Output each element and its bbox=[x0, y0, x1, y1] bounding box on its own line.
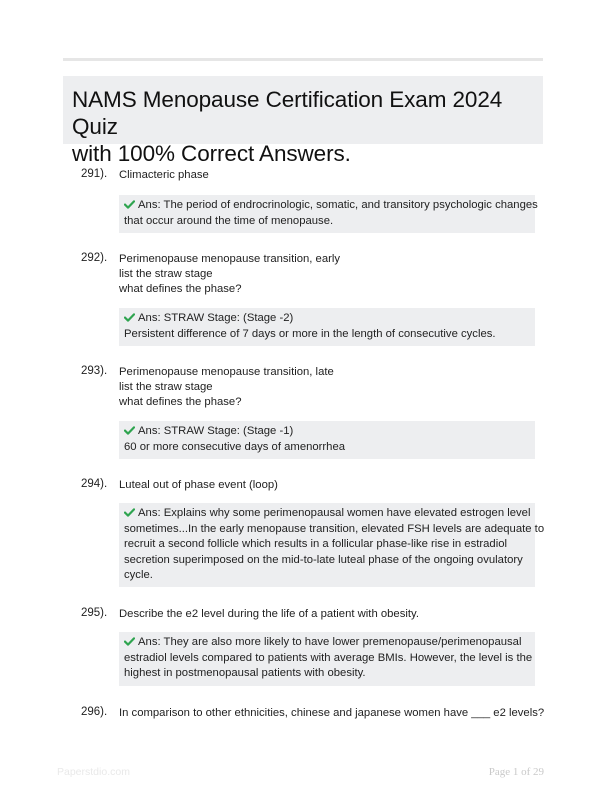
question-line: what defines the phase? bbox=[119, 283, 242, 295]
question-line: In comparison to other ethnicities, chinese and japanese women have ___ e2 levels? bbox=[119, 707, 545, 719]
answer-line: secretion superimposed on the mid-to-late luteal phase of the ongoing ovulatory bbox=[124, 553, 523, 566]
title-banner bbox=[63, 76, 543, 166]
question-line: Describe the e2 level during the life of a patient with obesity. bbox=[119, 608, 419, 620]
question-text bbox=[119, 607, 539, 622]
answer-line: Ans: Explains why some perimenopausal women have elevated estrogen level bbox=[124, 506, 530, 522]
title-line-1: NAMS Menopause Certification Exam 2024 Quiz bbox=[72, 87, 503, 139]
answer-line: 60 or more consecutive days of amenorrhea bbox=[124, 441, 346, 454]
check-icon bbox=[124, 199, 135, 214]
question-line: list the straw stage bbox=[119, 268, 213, 280]
question-line: Climacteric phase bbox=[119, 169, 209, 181]
title-line-2: with 100% Correct Answers. bbox=[72, 141, 351, 166]
answer-line: sometimes...In the early menopause transition, elevated FSH levels are adequate to bbox=[124, 523, 545, 536]
answer-line: Ans: STRAW Stage: (Stage -1) bbox=[124, 424, 530, 440]
answer-box bbox=[119, 195, 538, 233]
question-number: 292). bbox=[81, 252, 108, 264]
question-line: what defines the phase? bbox=[119, 396, 242, 408]
answer-line: Ans: STRAW Stage: (Stage -2) bbox=[124, 311, 530, 327]
question-text bbox=[119, 168, 539, 183]
question-line: Perimenopause menopause transition, early bbox=[119, 253, 341, 265]
question-text bbox=[119, 706, 545, 721]
check-icon bbox=[124, 312, 135, 327]
question-line: Luteal out of phase event (loop) bbox=[119, 479, 278, 491]
answer-line: recruit a second follicle which results in a follicular phase-like rise in estradiol bbox=[124, 538, 508, 551]
question-number: 291). bbox=[81, 168, 108, 180]
top-divider bbox=[63, 58, 543, 61]
question-number: 293). bbox=[81, 365, 108, 377]
question-line: Perimenopause menopause transition, late bbox=[119, 366, 334, 378]
page-number: Page 1 of 29 bbox=[488, 766, 544, 778]
answer-box bbox=[119, 503, 545, 587]
footer-watermark: Paperstdio.com bbox=[57, 766, 130, 778]
check-icon bbox=[124, 507, 135, 522]
question-text bbox=[119, 252, 539, 297]
answer-line: highest in postmenopausal patients with obesity. bbox=[124, 667, 366, 680]
question-number: 294). bbox=[81, 478, 108, 490]
answer-line: that occur around the time of menopause. bbox=[124, 215, 334, 228]
answer-line: estradiol levels compared to patients with average BMIs. However, the level is the bbox=[124, 652, 533, 665]
question-number: 296). bbox=[81, 706, 108, 718]
document-title bbox=[72, 86, 535, 167]
question-line: list the straw stage bbox=[119, 381, 213, 393]
question-text bbox=[119, 478, 539, 493]
answer-box bbox=[119, 308, 535, 346]
check-icon bbox=[124, 425, 135, 440]
answer-box bbox=[119, 632, 535, 686]
question-text bbox=[119, 365, 539, 410]
question-number: 295). bbox=[81, 607, 108, 619]
answer-line: cycle. bbox=[124, 568, 153, 581]
answer-line: Persistent difference of 7 days or more in the length of consecutive cycles. bbox=[124, 328, 496, 341]
check-icon bbox=[124, 636, 135, 651]
answer-line: Ans: The period of endrocrinologic, somatic, and transitory psychologic changes bbox=[124, 198, 530, 214]
answer-box bbox=[119, 421, 535, 459]
answer-line: Ans: They are also more likely to have lower premenopause/perimenopausal bbox=[124, 635, 530, 651]
